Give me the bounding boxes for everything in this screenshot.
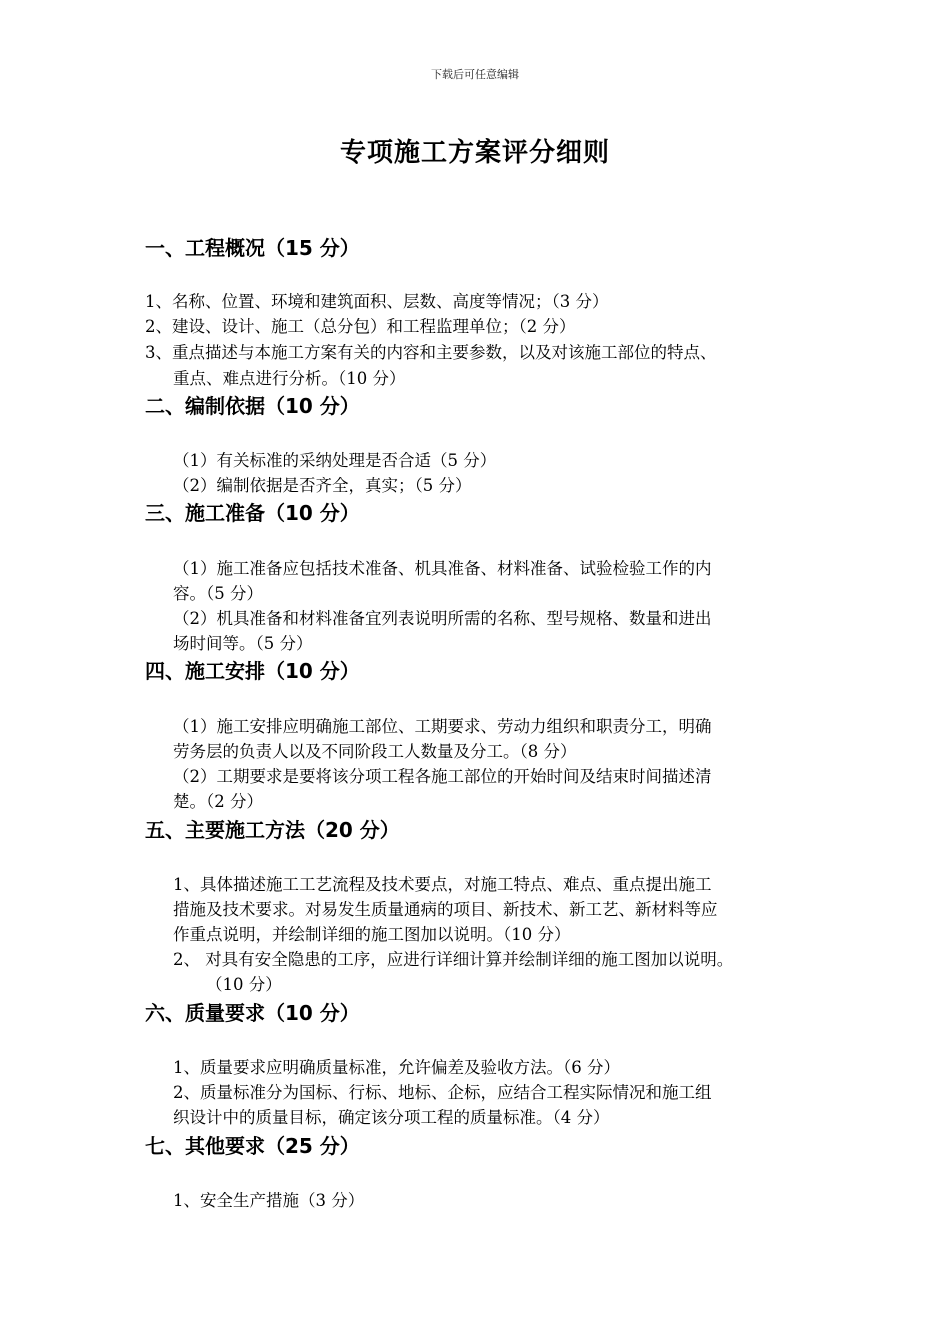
section-6-line-1: 1、质量要求应明确质量标准，允许偏差及验收方法。（6 分） xyxy=(173,1058,620,1077)
section-3-line-4: 场时间等。（5 分） xyxy=(173,634,313,653)
section-3-line-2: 容。（5 分） xyxy=(173,584,263,603)
section-7-line-1: 1、安全生产措施（3 分） xyxy=(173,1191,365,1210)
section-5-line-1: 1、具体描述施工工艺流程及技术要点，对施工特点、难点、重点提出施工 xyxy=(173,875,712,894)
section-5-line-2: 措施及技术要求。对易发生质量通病的项目、新技术、新工艺、新材料等应 xyxy=(173,900,718,919)
section-4-line-4: 楚。（2 分） xyxy=(173,792,263,811)
section-4-line-3: （2）工期要求是要将该分项工程各施工部位的开始时间及结束时间描述清 xyxy=(173,767,712,786)
section-heading-5: 五、主要施工方法（20 分） xyxy=(145,818,400,842)
document-title: 专项施工方案评分细则 xyxy=(339,138,610,168)
section-heading-6: 六、质量要求（10 分） xyxy=(145,1001,360,1025)
section-heading-7: 七、其他要求（25 分） xyxy=(145,1134,360,1158)
section-heading-4: 四、施工安排（10 分） xyxy=(145,659,360,683)
section-heading-2: 二、编制依据（10 分） xyxy=(145,394,360,418)
section-5-line-4: 2、 对具有安全隐患的工序，应进行详细计算并绘制详细的施工图加以说明。 xyxy=(173,950,734,969)
section-2-line-2: （2）编制依据是否齐全，真实；（5 分） xyxy=(173,476,472,495)
section-3-line-1: （1）施工准备应包括技术准备、机具准备、材料准备、试验检验工作的内 xyxy=(173,559,712,578)
section-1-line-2: 2、建设、设计、施工（总分包）和工程监理单位；（2 分） xyxy=(145,317,576,336)
section-heading-3: 三、施工准备（10 分） xyxy=(145,501,360,525)
section-1-line-1: 1、名称、位置、环境和建筑面积、层数、高度等情况；（3 分） xyxy=(145,292,609,311)
section-5-line-5: （10 分） xyxy=(206,975,282,994)
section-4-line-2: 劳务层的负责人以及不同阶段工人数量及分工。（8 分） xyxy=(173,742,577,761)
section-6-line-2: 2、质量标准分为国标、行标、地标、企标，应结合工程实际情况和施工组 xyxy=(173,1083,712,1102)
header-note: 下载后可任意编辑 xyxy=(431,68,519,81)
section-1-line-4: 重点、难点进行分析。（10 分） xyxy=(173,369,406,388)
section-1-line-3: 3、重点描述与本施工方案有关的内容和主要参数，以及对该施工部位的特点、 xyxy=(145,343,717,362)
section-3-line-3: （2）机具准备和材料准备宜列表说明所需的名称、型号规格、数量和进出 xyxy=(173,609,712,628)
section-6-line-3: 织设计中的质量目标，确定该分项工程的质量标准。（4 分） xyxy=(173,1108,610,1127)
section-5-line-3: 作重点说明，并绘制详细的施工图加以说明。（10 分） xyxy=(173,925,571,944)
section-heading-1: 一、工程概况（15 分） xyxy=(145,236,360,260)
section-4-line-1: （1）施工安排应明确施工部位、工期要求、劳动力组织和职责分工，明确 xyxy=(173,717,712,736)
section-2-line-1: （1）有关标准的采纳处理是否合适（5 分） xyxy=(173,451,497,470)
